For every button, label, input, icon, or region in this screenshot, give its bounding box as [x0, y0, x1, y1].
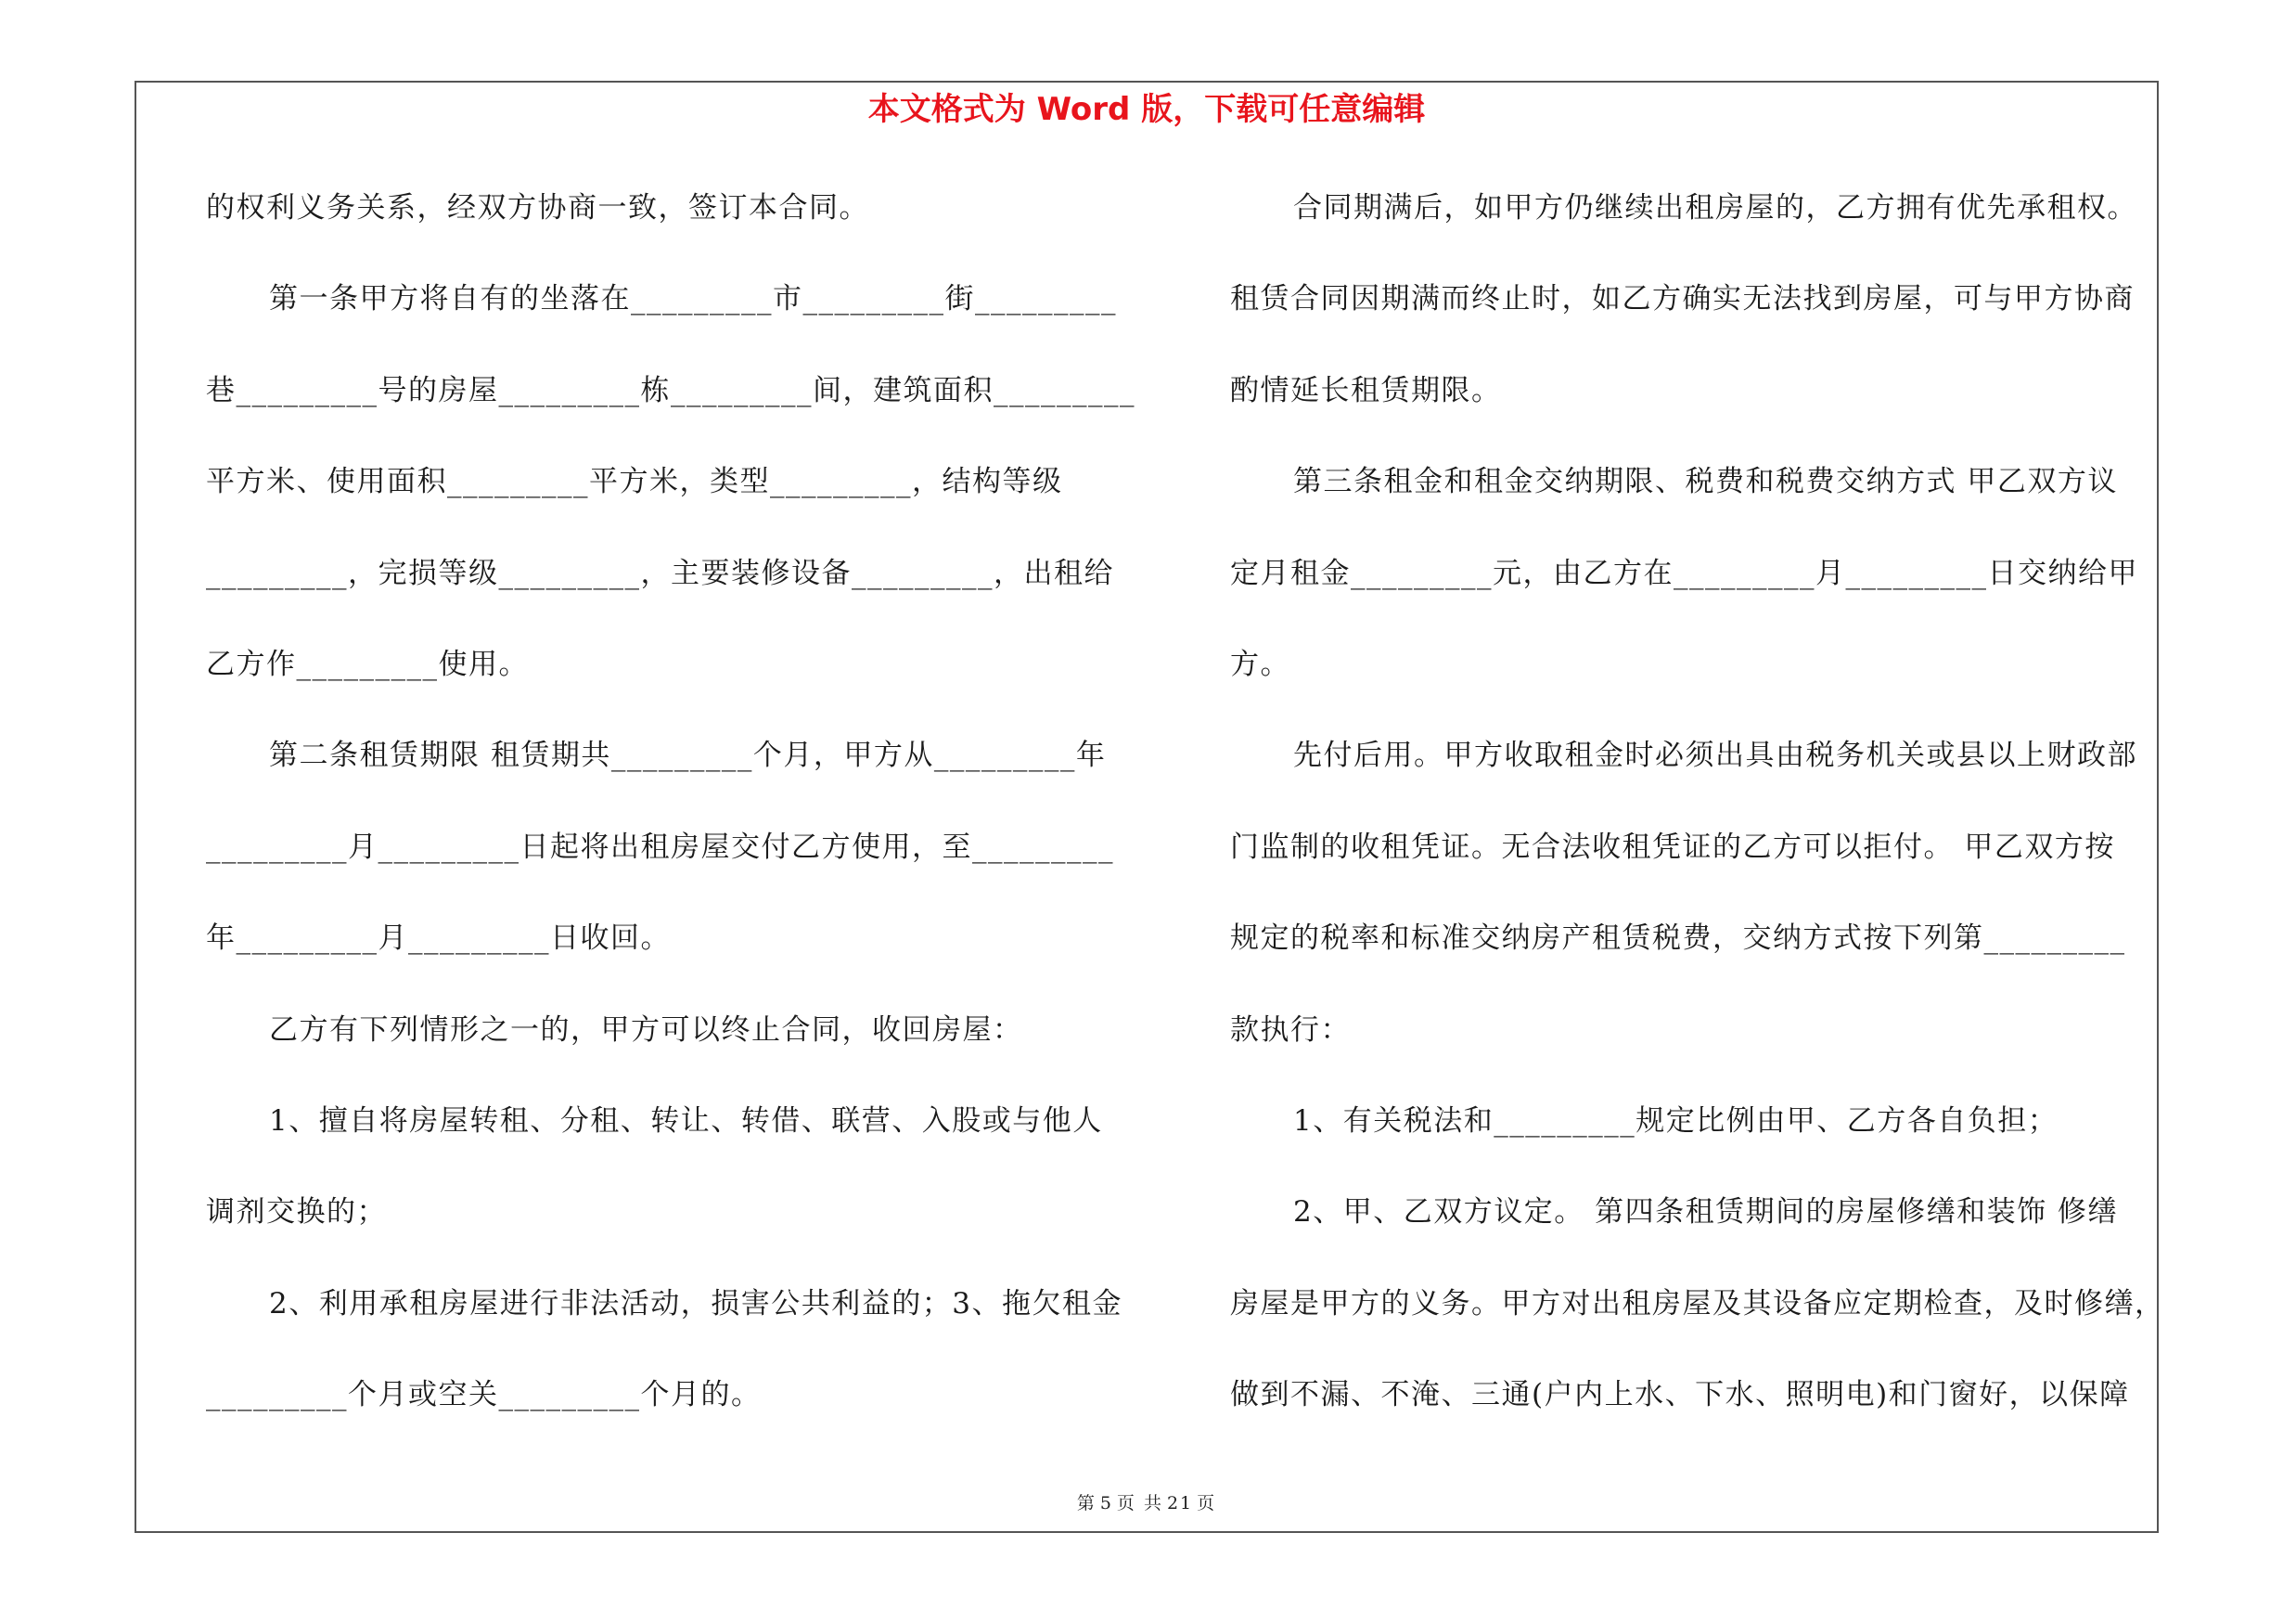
- text-line: 2、利用承租房屋进行非法活动，损害公共利益的；3、拖欠租金: [269, 1286, 1122, 1320]
- text-line: _________月_________日起将出租房屋交付乙方使用，至_________: [206, 830, 1114, 864]
- text-line: 门监制的收租凭证。无合法收租凭证的乙方可以拒付。 甲乙双方按: [1230, 830, 2115, 864]
- text-line: 租赁合同因期满而终止时，如乙方确实无法找到房屋，可与甲方协商: [1230, 282, 2135, 316]
- text-line: 款执行：: [1230, 1012, 1351, 1047]
- text-line: 酌情延长租赁期限。: [1230, 373, 1502, 407]
- text-line: 房屋是甲方的义务。甲方对出租房屋及其设备应定期检查，及时修缮，: [1230, 1286, 2165, 1320]
- text-line: 年_________月_________日收回。: [206, 921, 671, 956]
- footer-middle: 页 共: [1116, 1493, 1163, 1514]
- text-line: 调剂交换的；: [206, 1195, 387, 1230]
- left-text-column: [206, 183, 1135, 1461]
- text-line: 合同期满后，如甲方仍继续出租房屋的，乙方拥有优先承租权。: [1293, 191, 2137, 225]
- text-line: 方。: [1230, 647, 1290, 681]
- text-line: 平方米、使用面积_________平方米，类型_________，结构等级: [206, 465, 1063, 499]
- text-line: 1、擅自将房屋转租、分租、转让、转借、联营、入股或与他人: [269, 1103, 1103, 1138]
- text-line: 2、甲、乙双方议定。 第四条租赁期间的房屋修缮和装饰 修缮: [1293, 1195, 2118, 1230]
- total-page-count: 21: [1166, 1493, 1194, 1514]
- text-line: 第一条甲方将自有的坐落在_________市_________街_________: [269, 282, 1117, 316]
- text-line: _________个月或空关_________个月的。: [206, 1378, 762, 1412]
- text-line: _________，完损等级_________，主要装修设备_________，出租给: [206, 556, 1114, 590]
- text-line: 巷_________号的房屋_________栋_________间，建筑面积_________: [206, 373, 1135, 407]
- text-line: 第三条租金和租金交纳期限、税费和税费交纳方式 甲乙双方议: [1293, 465, 2118, 499]
- text-line: 定月租金_________元，由乙方在_________月_________日交纳给甲: [1230, 556, 2138, 590]
- text-line: 的权利义务关系，经双方协商一致，签订本合同。: [206, 191, 869, 225]
- text-line: 1、有关税法和_________规定比例由甲、乙方各自负担；: [1293, 1103, 2059, 1138]
- page-number-footer: [135, 1489, 2159, 1514]
- text-line: 先付后用。甲方收取租金时必须出具由税务机关或县以上财政部: [1293, 739, 2137, 773]
- current-page-number: 5: [1099, 1493, 1113, 1514]
- text-line: 乙方有下列情形之一的，甲方可以终止合同，收回房屋：: [269, 1012, 1023, 1047]
- text-line: 第二条租赁期限 租赁期共_________个月，甲方从_________年: [269, 739, 1107, 773]
- text-line: 乙方作_________使用。: [206, 647, 529, 681]
- footer-prefix: 第: [1076, 1493, 1097, 1514]
- text-line: 规定的税率和标准交纳房产租赁税费，交纳方式按下列第_________: [1230, 921, 2126, 956]
- word-format-banner: 本文格式为 Word 版，下载可任意编辑: [867, 91, 1426, 128]
- text-line: 做到不漏、不淹、三通(户内上水、下水、照明电)和门窗好，以保障: [1230, 1378, 2130, 1412]
- right-text-column: [1230, 183, 2165, 1461]
- footer-suffix: 页: [1197, 1493, 1217, 1514]
